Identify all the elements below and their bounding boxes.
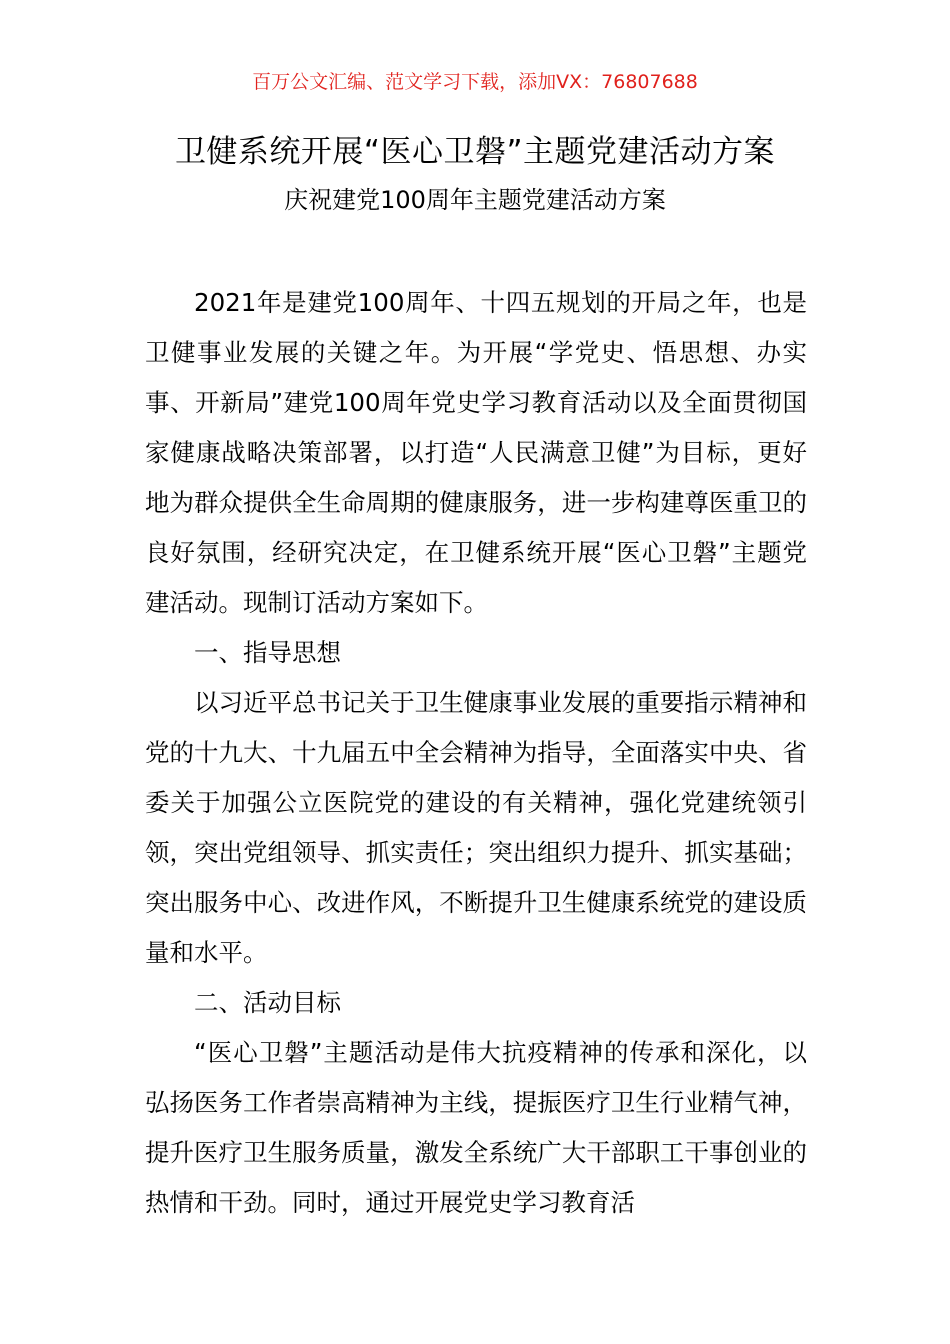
- section-heading-activity-goals: 二、活动目标: [194, 988, 341, 1017]
- document-body: [145, 278, 807, 1228]
- guiding-ideology-paragraph: 以习近平总书记关于卫生健康事业发展的重要指示精神和党的十九大、十九届五中全会精神为指导，全面落实中央、省委关于加强公立医院党的建设的有关精神，强化党建统领引领，突出党组领导、抓实责任；突出组织力提升、抓实基础；突出服务中心、改进作风，不断提升卫生健康系统党的建设质量和水平。: [145, 688, 807, 967]
- intro-paragraph: 2021年是建党100周年、十四五规划的开局之年，也是卫健事业发展的关键之年。为开展“学党史、悟思想、办实事、开新局”建党100周年党史学习教育活动以及全面贯彻国家健康战略决策部署，以打造“人民满意卫健”为目标，更好地为群众提供全生命周期的健康服务，进一步构建尊医重卫的良好氛围，经研究决定，在卫健系统开展“医心卫磐”主题党建活动。现制订活动方案如下。: [145, 288, 807, 617]
- activity-goals-paragraph: “医心卫磐”主题活动是伟大抗疫精神的传承和深化，以弘扬医务工作者崇高精神为主线，提振医疗卫生行业精气神，提升医疗卫生服务质量，激发全系统广大干部职工干事创业的热情和干劲。同时，通过开展党史学习教育活: [145, 1038, 807, 1217]
- watermark-text: 百万公文汇编、范文学习下载，添加VX：76807688: [252, 71, 698, 93]
- document-title: 卫健系统开展“医心卫磐”主题党建活动方案: [174, 134, 776, 170]
- document-subtitle: 庆祝建党100周年主题党建活动方案: [284, 186, 666, 214]
- section-heading-guiding-ideology: 一、指导思想: [194, 638, 341, 667]
